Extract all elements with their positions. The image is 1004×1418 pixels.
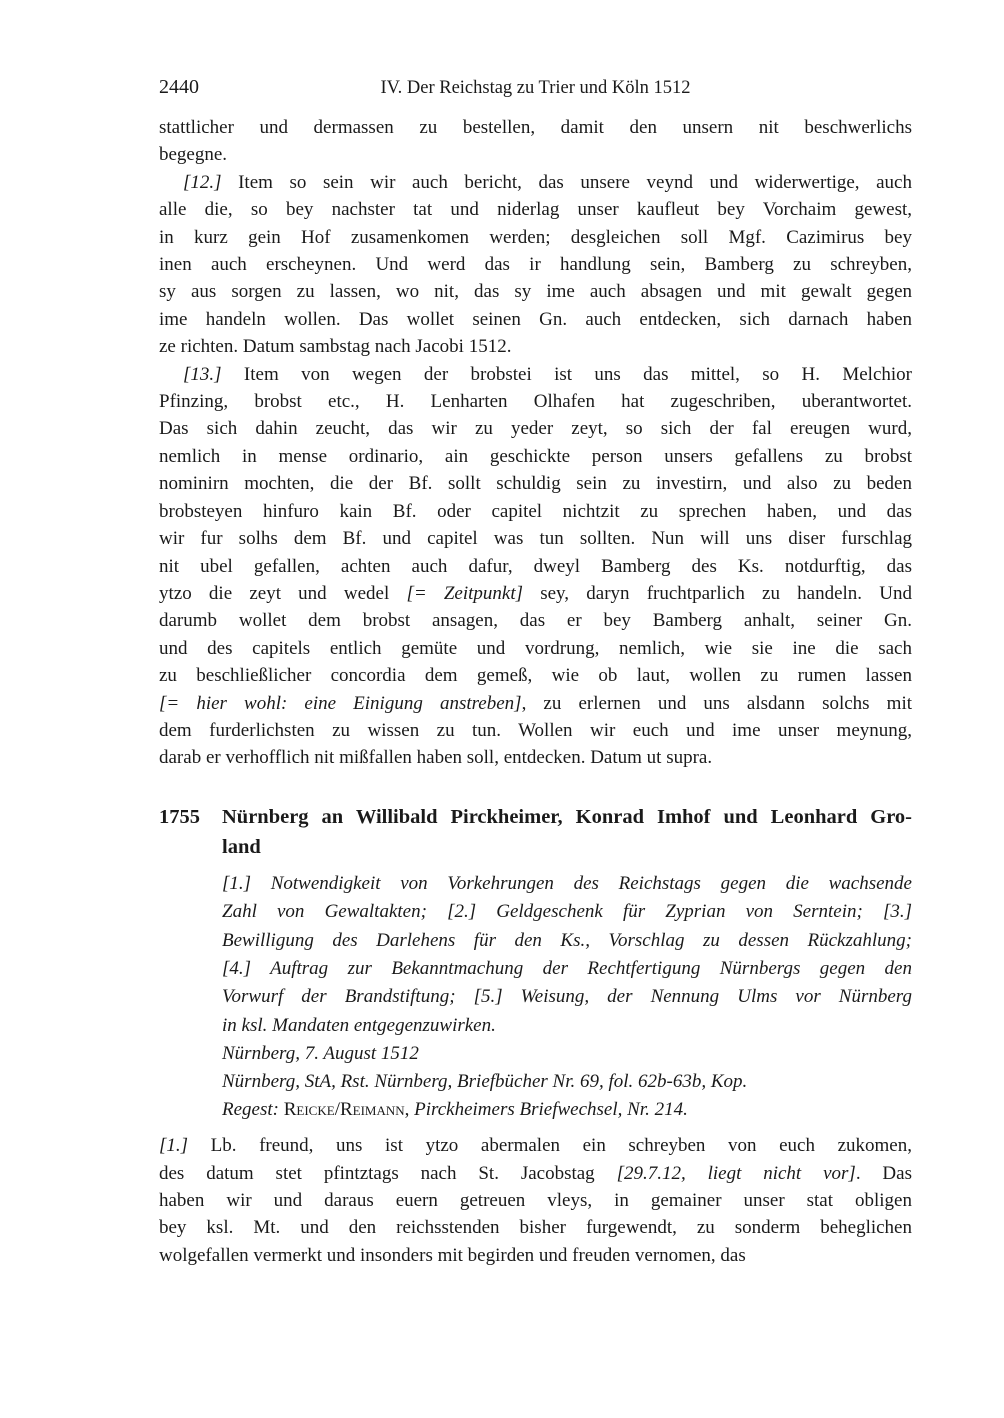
text-line: und des capitels entlich gemüte und vordrung, nemlich, wie sie ine die sach	[159, 637, 912, 659]
text-line: in ksl. Mandaten entgegenzuwirken.	[222, 1014, 496, 1036]
text-line: alle die, so bey nachster tat und niderlag unser kaufleut bey Vorchaim gewest,	[159, 199, 912, 221]
text-line: wir fur solhs dem Bf. und capitel was tun sollten. Nun will uns diser furschlag	[159, 528, 912, 550]
page-number: 2440	[159, 76, 199, 98]
entry-1755	[159, 802, 912, 1269]
text-line: in kurz gein Hof zusamenkomen werden; desgleichen soll Mgf. Cazimirus bey	[159, 226, 912, 248]
entry-front-matter	[222, 870, 912, 1124]
running-title: IV. Der Reichstag zu Trier und Köln 1512	[380, 78, 691, 98]
text-line: Bewilligung des Darlehens für den Ks., Vorschlag zu dessen Rückzahlung;	[222, 929, 912, 951]
text-line: Das sich dahin zeucht, das wir zu yeder zeyt, so sich der fal ereugen wurd,	[159, 418, 912, 440]
entry-title	[222, 802, 912, 862]
text-line: begegne.	[159, 144, 228, 166]
entry-regest-reference	[222, 1096, 912, 1124]
text-line: Nürnberg, 7. August 1512	[222, 1043, 419, 1065]
text-line: bey ksl. Mt. und den reichsstenden bisher furgewendt, zu sonderm beheglichen	[159, 1217, 912, 1239]
text-line: [13.] Item von wegen der brobstei ist uns das mittel, so H. Melchior	[183, 363, 912, 385]
text-line: [1.] Lb. freund, uns ist ytzo abermalen ein schreyben von euch zukomen,	[159, 1135, 912, 1157]
letter-body	[159, 114, 912, 772]
paragraph-item-12	[159, 169, 912, 361]
text-line: ytzo die zeyt und wedel [= Zeitpunkt] sey, daryn fruchtparlich zu handeln. Und	[159, 582, 912, 604]
entry-summary	[222, 870, 912, 1040]
text-line: Regest: Reicke/Reimann, Pirckheimers Briefwechsel, Nr. 214.	[222, 1099, 688, 1121]
text-line: Nürnberg, StA, Rst. Nürnberg, Briefbücher Nr. 69, fol. 62b-63b, Kop.	[222, 1071, 748, 1093]
text-line: darumb wollet dem brobst ansagen, das er bey Bamberg anhalt, seiner Gn.	[159, 610, 912, 632]
text-line: land	[222, 835, 261, 858]
text-line: ze richten. Datum sambstag nach Jacobi 1512.	[159, 336, 512, 358]
text-line: des datum stet pfintztags nach St. Jacobstag [29.7.12, liegt nicht vor]. Das	[159, 1162, 912, 1184]
paragraph-item-13	[159, 361, 912, 772]
text-line: brobsteyen hinfuro kain Bf. oder capitel nichtzit zu sprechen haben, und das	[159, 500, 912, 522]
entry-place-date	[222, 1040, 912, 1068]
text-line: Pfinzing, brobst etc., H. Lenharten Olhafen hat zugeschriben, uberantwortet.	[159, 391, 912, 413]
paragraph-continuation	[159, 114, 912, 169]
entry-heading	[159, 802, 912, 862]
text-line: Vorwurf der Brandstiftung; [5.] Weisung, der Nennung Ulms vor Nürnberg	[222, 986, 912, 1008]
text-line: nemlich in mense ordinario, ain geschickte person unsers gefallens zu brobst	[159, 445, 912, 467]
text-line: Zahl von Gewaltakten; [2.] Geldgeschenk für Zyprian von Serntein; [3.]	[222, 901, 912, 923]
text-line: inen auch erscheynen. Und werd das ir handlung sein, Bamberg zu schreyben,	[159, 254, 912, 276]
text-line: dem furderlichsten zu wissen zu tun. Wollen wir euch und ime unser meynung,	[159, 719, 912, 741]
text-line: wolgefallen vermerkt und insonders mit begirden und freuden vernomen, das	[159, 1244, 746, 1266]
text-line: [4.] Auftrag zur Bekanntmachung der Rechtfertigung Nürnbergs gegen den	[222, 957, 912, 979]
text-column	[159, 76, 912, 1269]
text-line: nit ubel gefallen, achten auch dafur, dweyl Bamberg des Ks. notdurftig, das	[159, 555, 912, 577]
text-line: haben wir und daraus euern getreuen vleys, in gemainer unser stat obligen	[159, 1190, 912, 1211]
text-line: stattlicher und dermassen zu bestellen, damit den unsern nit beschwerlichs	[159, 117, 912, 138]
text-line: sy aus sorgen zu lassen, wo nit, das sy ime auch absagen und mit gewalt gegen	[159, 281, 912, 303]
text-line: nominirn mochten, die der Bf. sollt schuldig sein zu investirn, und also zu beden	[159, 473, 912, 495]
entry-archive-reference	[222, 1068, 912, 1096]
text-line: [= hier wohl: eine Einigung anstreben], zu erlernen und uns alsdann solchs mit	[159, 692, 913, 714]
text-line: ime handeln wollen. Das wollet seinen Gn. auch entdecken, sich darnach haben	[159, 308, 912, 330]
text-line: Nürnberg an Willibald Pirckheimer, Konrad Imhof und Leonhard Gro-	[222, 805, 912, 828]
text-line: zu beschließlicher concordia dem gemeß, wie ob laut, wollen zu rumen lassen	[159, 665, 912, 687]
text-line: [12.] Item so sein wir auch bericht, das unsere veynd und widerwertige, auch	[183, 171, 912, 193]
entry-text-paragraph	[159, 1132, 912, 1269]
text-line: darab er verhofflich nit mißfallen haben soll, entdecken. Datum ut supra.	[159, 747, 713, 769]
page-header	[159, 76, 912, 102]
entry-number: 1755	[159, 805, 200, 828]
text-line: [1.] Notwendigkeit von Vorkehrungen des Reichstags gegen die wachsende	[222, 872, 912, 894]
